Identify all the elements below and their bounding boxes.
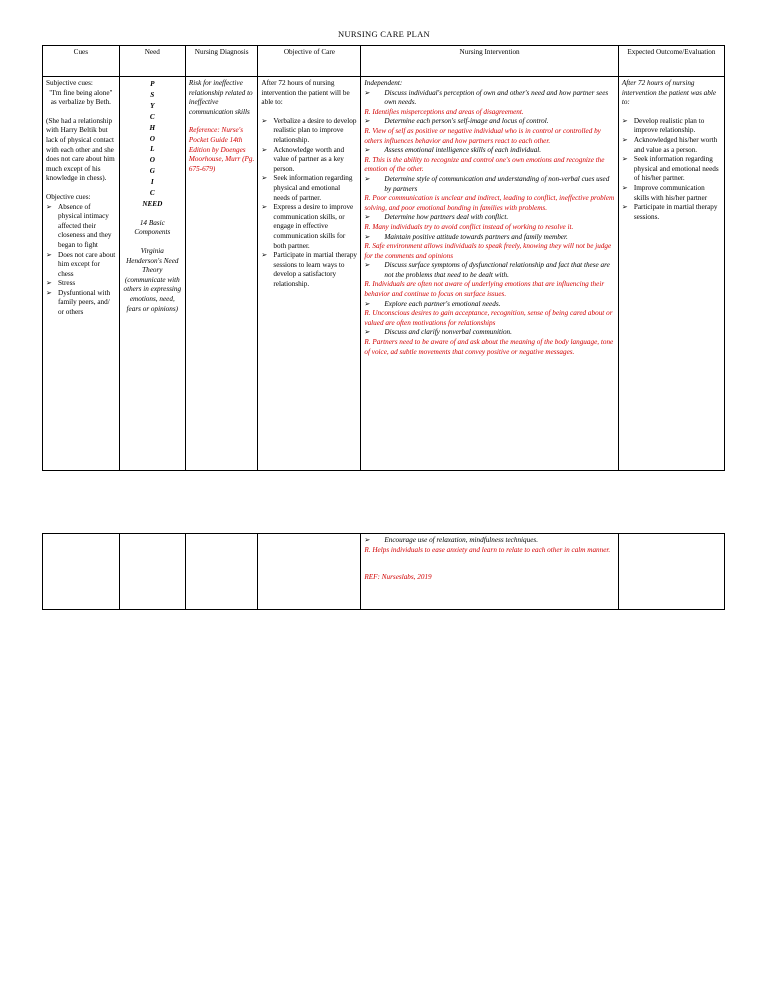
list-item: ➢ Acknowledged his/her worth and value as a person. [622, 136, 721, 155]
list-item: ➢ Maintain positive attitude towards partners and family member. [364, 233, 614, 243]
diagnosis-cell [185, 77, 258, 471]
list-item: ➢ Explore each partner's emotional needs. [364, 300, 614, 310]
need-letter: L [150, 145, 155, 154]
outcome-list [622, 117, 721, 223]
objective-cell [258, 534, 361, 610]
header-row [43, 46, 725, 77]
need-letter: C [149, 189, 155, 198]
header-intervention: Nursing Intervention [361, 46, 618, 77]
diagnosis-text: Risk for ineffective relationship related to ineffective communication skills [188, 79, 253, 116]
list-item: ➢ Determine each person's self-image and locus of control. [364, 117, 614, 127]
list-item: ➢ Participate in martial therapy sessions. [622, 203, 721, 222]
intervention-label: Independent: [364, 79, 403, 87]
cues-cell [43, 77, 120, 471]
header-need: Need [119, 46, 185, 77]
rationale: R. Identifies misperceptions and areas of disagreement. [364, 107, 524, 116]
need-theory: Virginia Henderson's Need Theory (communicate with others in expressing emotions, need, fears or opinions) [123, 247, 182, 313]
rationale: R. Safe environment allows individuals to speak freely, knowing they will not be judge for the comments and opinions [364, 242, 612, 260]
list-item: ➢ Absence of physical intimacy affected their closeness and they began to fight [46, 203, 116, 251]
page-title: NURSING CARE PLAN [338, 29, 430, 39]
need-letter: G [149, 167, 155, 176]
need-letter: I [150, 178, 154, 187]
list-item: ➢ Stress [46, 279, 116, 289]
diagnosis-cell [185, 534, 258, 610]
outcome-cell [618, 77, 724, 471]
rationale: R. Individuals are often not aware of underlying emotions that are influencing their behavior and continue to focus on surface issues. [364, 280, 605, 299]
list-item: ➢ Develop realistic plan to improve relationship. [622, 117, 721, 136]
need-cell [119, 534, 185, 610]
intervention-reference: REF: Nurseslabs, 2019 [364, 573, 432, 582]
need-components: 14 Basic Components [134, 218, 171, 237]
intervention-cell [361, 534, 618, 610]
need-letter: S [150, 90, 155, 99]
need-word: NEED [142, 199, 163, 208]
table-row [43, 77, 725, 471]
rationale: R. Helps individuals to ease anxiety and learn to relate to each other in calm manner. [364, 545, 611, 554]
need-letters [123, 79, 182, 210]
rationale: R. This is the ability to recognize and control one's own emotions and recognize the emotion of the other. [364, 155, 605, 174]
objective-cell [258, 77, 361, 471]
intervention-cell [361, 77, 618, 471]
list-item: ➢ Seek information regarding physical and emotional needs of partner. [261, 174, 357, 203]
outcome-cell [618, 534, 724, 610]
rationale: R. Poor communication is unclear and indirect, leading to conflict, ineffective problem solving, and poor emotional bonding in families with problems. [364, 194, 615, 212]
list-item: ➢ Determine how partners deal with conflict. [364, 213, 614, 223]
objective-intro: After 72 hours of nursing intervention the patient will be able to: [261, 79, 350, 107]
intervention-list [364, 89, 614, 358]
rationale: R. Unconscious desires to gain acceptance, recognition, sense of being cared about or valued are often motivations for relationships [364, 309, 613, 327]
list-item: ➢ Does not care about him except for chess [46, 251, 116, 280]
rationale: R. Many individuals try to avoid conflict instead of working to resolve it. [364, 222, 574, 231]
intervention-list [364, 536, 614, 546]
list-item: ➢ Discuss surface symptoms of dysfunctional relationship and fact that these are not the problems that need to be dealt with. [364, 261, 614, 280]
objective-list [261, 117, 357, 290]
need-letter: Y [150, 101, 155, 110]
outcome-intro: After 72 hours of nursing intervention the patient was able to: [621, 79, 717, 107]
need-letter: O [149, 156, 155, 165]
list-item: ➢ Discuss and clarify nonverbal communition. [364, 328, 614, 338]
table-row [43, 534, 725, 610]
list-item: ➢ Discuss individual's perception of own and other's need and how partner sees own needs. [364, 89, 614, 108]
need-cell [119, 77, 185, 471]
list-item: ➢ Express a desire to improve communication skills, or engage in effective communication skills for both partner. [261, 203, 357, 251]
cues-cell [43, 534, 120, 610]
list-item: ➢ Seek information regarding physical and emotional needs of his/her partner. [622, 155, 721, 184]
need-letter: P [150, 80, 155, 88]
list-item: ➢ Participate in martial therapy sessions to learn ways to develop a satisfactory relationship. [261, 251, 357, 289]
header-objective: Objective of Care [258, 46, 361, 77]
subjective-label: Subjective cues: [46, 79, 93, 87]
care-plan-table-continued [42, 533, 725, 610]
subjective-text: "I'm fine being alone" as verbalize by Beth. [49, 88, 113, 107]
header-diagnosis: Nursing Diagnosis [185, 46, 258, 77]
header-outcome: Expected Outcome/Evaluation [618, 46, 724, 77]
rationale: R. Partners need to be aware of and ask about the meaning of the body language, tone of voice, ad subtle movements that convey positive or negative messages. [364, 338, 614, 356]
list-item: ➢ Encourage use of relaxation, mindfulness techniques. [364, 536, 614, 546]
list-item: ➢ Assess emotional intelligence skills of each individual. [364, 146, 614, 156]
objective-cues-list [46, 203, 116, 318]
cues-context: (She had a relationship with Harry Beltik but lack of physical contact with each other and she does not care about him much except of his knowledge in chess). [46, 116, 115, 183]
rationale: R. View of self as positive or negative individual who is in control or controlled by others influences behavior and how partners react to each other. [364, 126, 601, 145]
header-cues: Cues [43, 46, 120, 77]
list-item: ➢ Determine style of communication and understanding of non-verbal cues used by partners [364, 175, 614, 194]
need-letter: H [149, 123, 156, 132]
objective-label: Objective cues: [46, 192, 91, 201]
need-letter: O [149, 134, 155, 143]
care-plan-table [42, 45, 725, 471]
list-item: ➢ Dysfuntional with family peers, and/ or others [46, 289, 116, 318]
need-letter: C [149, 112, 155, 121]
list-item: ➢ Verbalize a desire to develop realistic plan to improve relationship. [261, 117, 357, 146]
diagnosis-reference: Reference: Nurse's Pocket Guide 14th Edition by Doenges Moorhouse, Murr (Pg. 675-679) [188, 126, 255, 173]
list-item: ➢ Improve communication skills with his/her partner [622, 184, 721, 203]
list-item: ➢ Acknowledge worth and value of partner as a key person. [261, 146, 357, 175]
